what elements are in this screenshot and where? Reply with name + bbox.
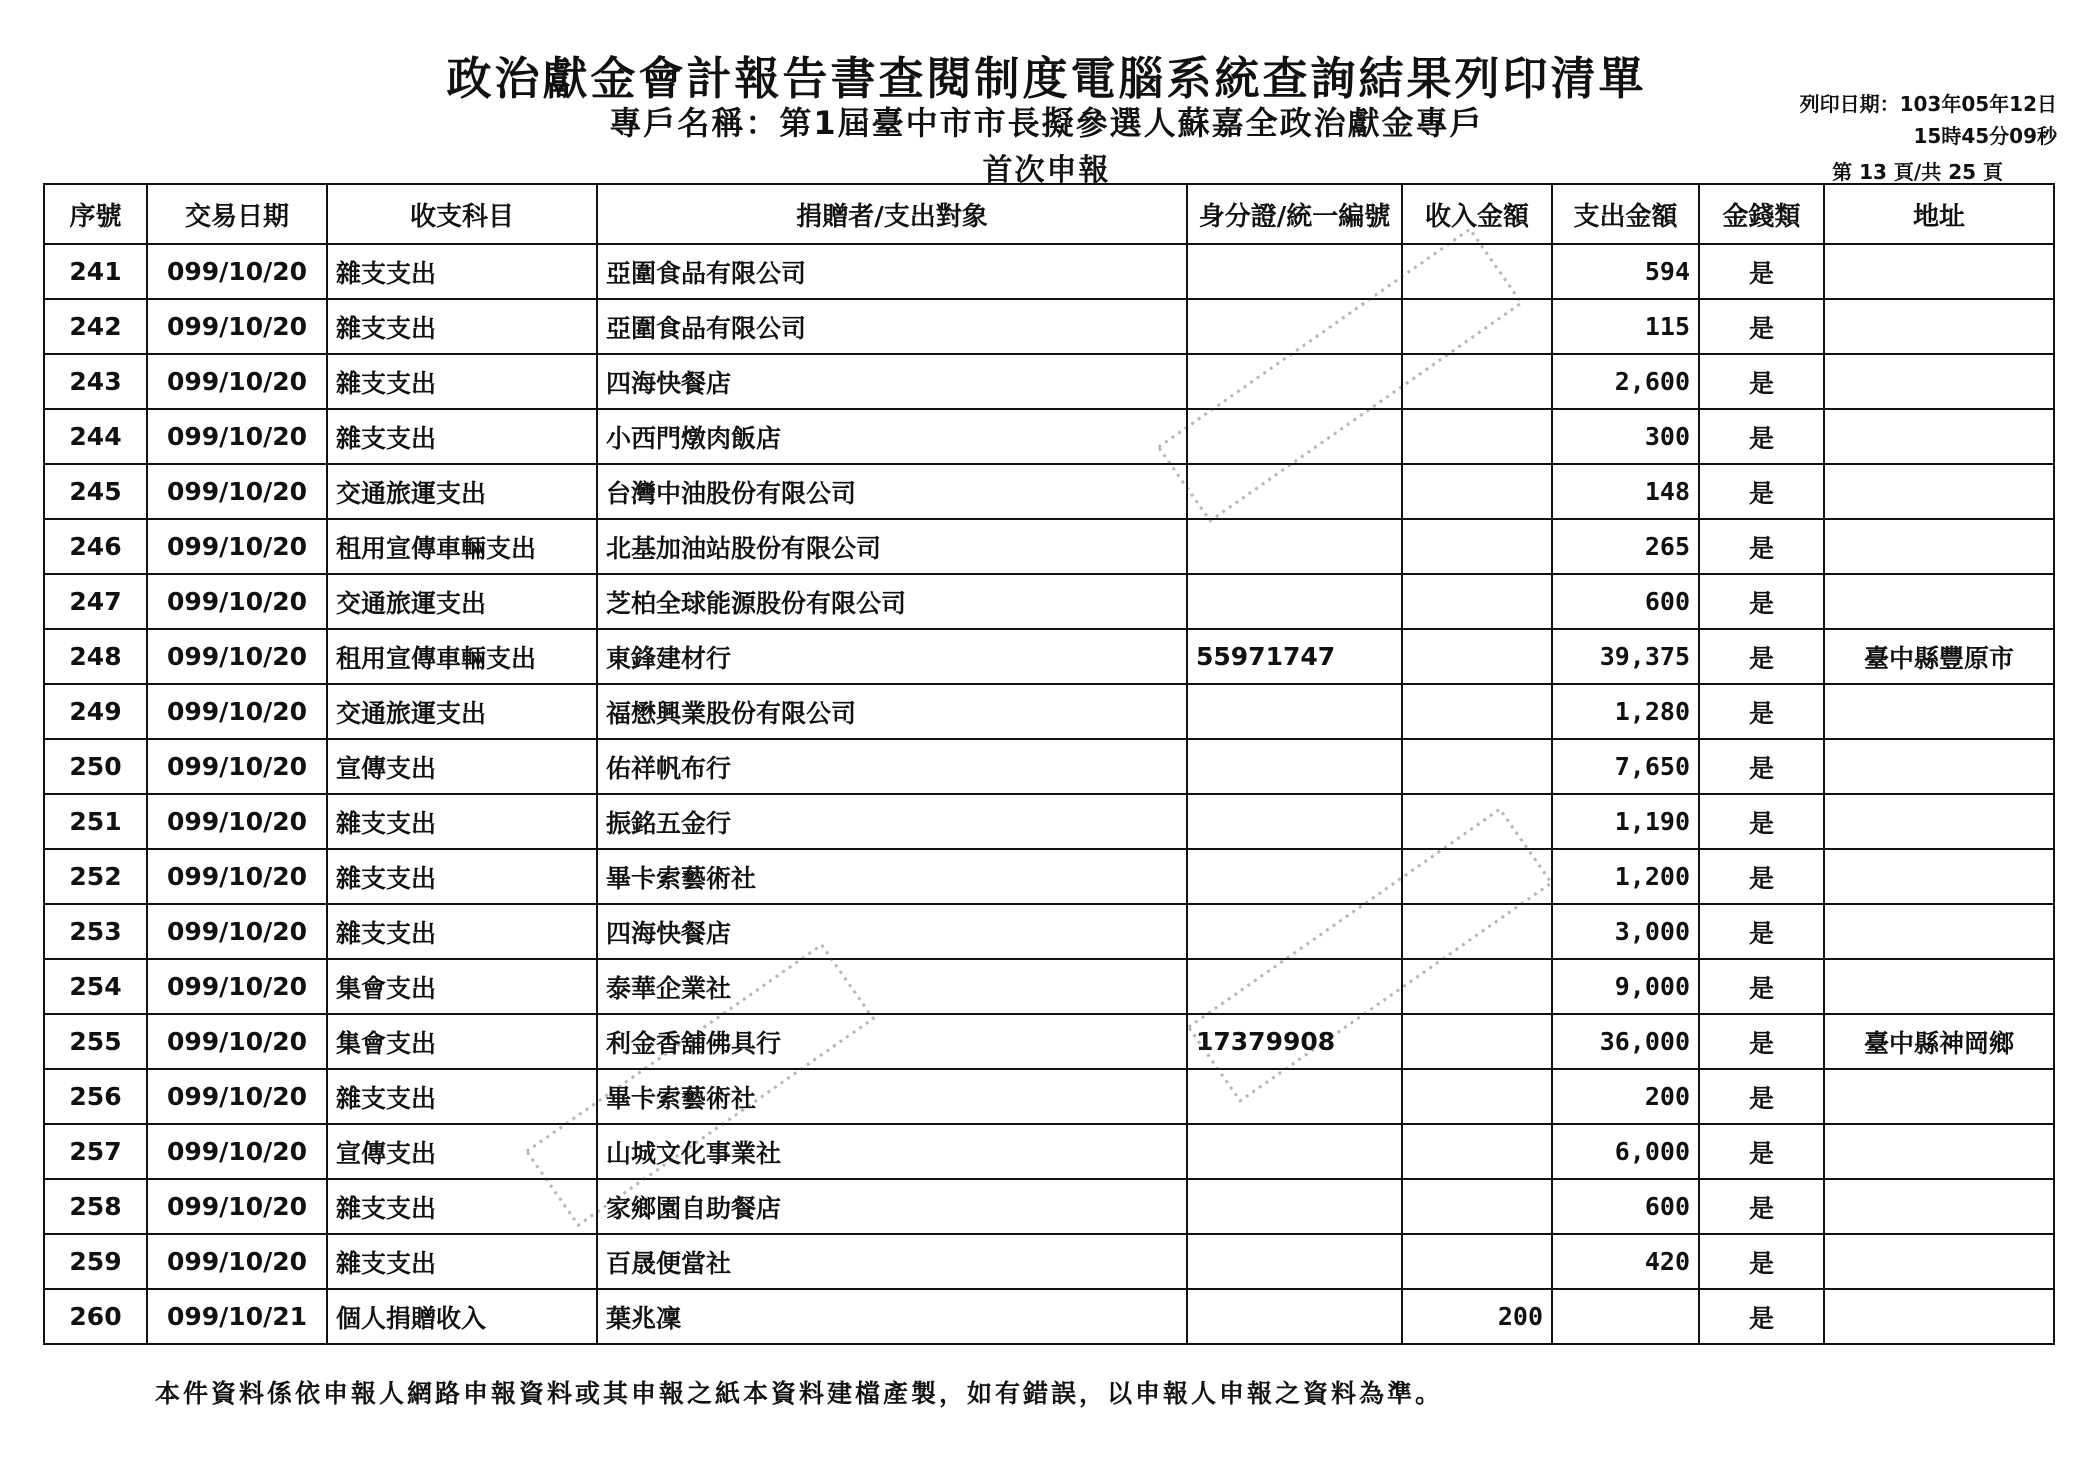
row-expense: 3,000 <box>1552 904 1699 959</box>
row-income: 200 <box>1402 1289 1552 1344</box>
row-cash-flag: 是 <box>1699 409 1824 464</box>
print-date-line2: 15時45分09秒 <box>1913 124 2057 148</box>
row-cash-flag: 是 <box>1699 739 1824 794</box>
row-address <box>1824 1124 2054 1179</box>
row-date: 099/10/20 <box>147 794 327 849</box>
row-expense: 265 <box>1552 519 1699 574</box>
row-category: 雜支支出 <box>327 354 597 409</box>
row-address <box>1824 959 2054 1014</box>
table-header-row <box>44 184 2054 244</box>
row-income <box>1402 299 1552 354</box>
row-payee: 東鋒建材行 <box>597 629 1187 684</box>
row-income <box>1402 849 1552 904</box>
column-header: 金錢類 <box>1699 184 1824 244</box>
row-income <box>1402 1234 1552 1289</box>
row-seq: 259 <box>44 1234 147 1289</box>
row-seq: 255 <box>44 1014 147 1069</box>
ledger-body <box>44 244 2054 1344</box>
row-category: 雜支支出 <box>327 244 597 299</box>
row-income <box>1402 1069 1552 1124</box>
row-payee: 芝柏全球能源股份有限公司 <box>597 574 1187 629</box>
row-cash-flag: 是 <box>1699 904 1824 959</box>
row-id <box>1187 1179 1402 1234</box>
report-type: 首次申報 <box>982 153 1111 188</box>
footer-note: 本件資料係依申報人網路申報資料或其申報之紙本資料建檔產製，如有錯誤，以申報人申報之資料為準。 <box>155 1379 1444 1408</box>
row-payee: 泰華企業社 <box>597 959 1187 1014</box>
row-id: 17379908 <box>1187 1014 1402 1069</box>
row-income <box>1402 904 1552 959</box>
row-expense: 1,200 <box>1552 849 1699 904</box>
row-income <box>1402 739 1552 794</box>
column-header: 捐贈者/支出對象 <box>597 184 1187 244</box>
row-seq: 260 <box>44 1289 147 1344</box>
row-income <box>1402 354 1552 409</box>
row-expense: 36,000 <box>1552 1014 1699 1069</box>
column-header: 地址 <box>1824 184 2054 244</box>
row-address <box>1824 299 2054 354</box>
row-income <box>1402 244 1552 299</box>
column-header: 收入金額 <box>1402 184 1552 244</box>
row-income <box>1402 1124 1552 1179</box>
row-cash-flag: 是 <box>1699 299 1824 354</box>
row-address <box>1824 574 2054 629</box>
table-row <box>44 574 2054 629</box>
table-row <box>44 904 2054 959</box>
row-date: 099/10/20 <box>147 739 327 794</box>
row-address <box>1824 904 2054 959</box>
row-expense: 1,190 <box>1552 794 1699 849</box>
row-cash-flag: 是 <box>1699 244 1824 299</box>
row-seq: 242 <box>44 299 147 354</box>
row-category: 交通旅運支出 <box>327 684 597 739</box>
row-date: 099/10/20 <box>147 684 327 739</box>
row-address: 臺中縣神岡鄉 <box>1824 1014 2054 1069</box>
table-row <box>44 959 2054 1014</box>
row-date: 099/10/20 <box>147 1234 327 1289</box>
row-address <box>1824 794 2054 849</box>
row-seq: 249 <box>44 684 147 739</box>
row-cash-flag: 是 <box>1699 464 1824 519</box>
row-payee: 利金香舖佛具行 <box>597 1014 1187 1069</box>
table-row <box>44 354 2054 409</box>
row-category: 雜支支出 <box>327 904 597 959</box>
row-payee: 畢卡索藝術社 <box>597 1069 1187 1124</box>
row-category: 雜支支出 <box>327 794 597 849</box>
row-expense: 1,280 <box>1552 684 1699 739</box>
row-cash-flag: 是 <box>1699 849 1824 904</box>
table-row <box>44 409 2054 464</box>
row-seq: 252 <box>44 849 147 904</box>
print-date-line1: 列印日期：103年05年12日 <box>1799 92 2057 116</box>
row-payee: 百晟便當社 <box>597 1234 1187 1289</box>
row-id <box>1187 299 1402 354</box>
row-cash-flag: 是 <box>1699 354 1824 409</box>
row-category: 集會支出 <box>327 1014 597 1069</box>
row-payee: 畢卡索藝術社 <box>597 849 1187 904</box>
row-date: 099/10/20 <box>147 1124 327 1179</box>
row-seq: 258 <box>44 1179 147 1234</box>
row-expense: 9,000 <box>1552 959 1699 1014</box>
row-date: 099/10/20 <box>147 1014 327 1069</box>
row-payee: 四海快餐店 <box>597 904 1187 959</box>
row-cash-flag: 是 <box>1699 1289 1824 1344</box>
row-category: 租用宣傳車輛支出 <box>327 629 597 684</box>
row-category: 集會支出 <box>327 959 597 1014</box>
row-date: 099/10/20 <box>147 574 327 629</box>
row-cash-flag: 是 <box>1699 629 1824 684</box>
row-address <box>1824 244 2054 299</box>
page-info: 第 13 頁/共 25 頁 <box>1832 160 2003 184</box>
row-address: 臺中縣豐原市 <box>1824 629 2054 684</box>
row-category: 雜支支出 <box>327 409 597 464</box>
row-seq: 246 <box>44 519 147 574</box>
row-date: 099/10/20 <box>147 849 327 904</box>
row-category: 雜支支出 <box>327 1179 597 1234</box>
row-income <box>1402 629 1552 684</box>
row-address <box>1824 464 2054 519</box>
row-expense <box>1552 1289 1699 1344</box>
row-payee: 家鄉園自助餐店 <box>597 1179 1187 1234</box>
row-id <box>1187 409 1402 464</box>
account-name: 專戶名稱：第1屆臺中市市長擬參選人蘇嘉全政治獻金專戶 <box>609 104 1484 142</box>
row-income <box>1402 1014 1552 1069</box>
row-id <box>1187 244 1402 299</box>
row-date: 099/10/21 <box>147 1289 327 1344</box>
row-category: 宣傳支出 <box>327 1124 597 1179</box>
column-header: 序號 <box>44 184 147 244</box>
row-date: 099/10/20 <box>147 409 327 464</box>
row-expense: 600 <box>1552 1179 1699 1234</box>
column-header: 支出金額 <box>1552 184 1699 244</box>
row-address <box>1824 519 2054 574</box>
column-header: 收支科目 <box>327 184 597 244</box>
row-income <box>1402 684 1552 739</box>
row-expense: 148 <box>1552 464 1699 519</box>
row-seq: 247 <box>44 574 147 629</box>
row-payee: 小西門燉肉飯店 <box>597 409 1187 464</box>
row-income <box>1402 409 1552 464</box>
row-seq: 256 <box>44 1069 147 1124</box>
row-seq: 245 <box>44 464 147 519</box>
row-expense: 594 <box>1552 244 1699 299</box>
row-cash-flag: 是 <box>1699 1179 1824 1234</box>
row-payee: 山城文化事業社 <box>597 1124 1187 1179</box>
column-header: 交易日期 <box>147 184 327 244</box>
document-title: 政治獻金會計報告書查閱制度電腦系統查詢結果列印清單 <box>446 52 1647 105</box>
row-date: 099/10/20 <box>147 354 327 409</box>
table-row <box>44 1124 2054 1179</box>
row-category: 雜支支出 <box>327 1069 597 1124</box>
row-category: 租用宣傳車輛支出 <box>327 519 597 574</box>
row-category: 交通旅運支出 <box>327 464 597 519</box>
row-id <box>1187 684 1402 739</box>
table-row <box>44 1014 2054 1069</box>
row-payee: 亞圍食品有限公司 <box>597 299 1187 354</box>
row-cash-flag: 是 <box>1699 684 1824 739</box>
row-payee: 四海快餐店 <box>597 354 1187 409</box>
row-income <box>1402 1179 1552 1234</box>
table-row <box>44 1234 2054 1289</box>
row-seq: 248 <box>44 629 147 684</box>
row-seq: 254 <box>44 959 147 1014</box>
row-payee: 振銘五金行 <box>597 794 1187 849</box>
row-address <box>1824 849 2054 904</box>
row-cash-flag: 是 <box>1699 1069 1824 1124</box>
row-category: 雜支支出 <box>327 299 597 354</box>
row-expense: 2,600 <box>1552 354 1699 409</box>
table-row <box>44 299 2054 354</box>
row-expense: 115 <box>1552 299 1699 354</box>
row-date: 099/10/20 <box>147 244 327 299</box>
row-income <box>1402 574 1552 629</box>
ledger-table <box>43 183 2055 1345</box>
row-id <box>1187 354 1402 409</box>
row-id <box>1187 959 1402 1014</box>
table-row <box>44 1179 2054 1234</box>
row-seq: 243 <box>44 354 147 409</box>
row-id <box>1187 1234 1402 1289</box>
row-seq: 253 <box>44 904 147 959</box>
row-income <box>1402 794 1552 849</box>
row-cash-flag: 是 <box>1699 1014 1824 1069</box>
row-cash-flag: 是 <box>1699 574 1824 629</box>
row-expense: 300 <box>1552 409 1699 464</box>
row-id <box>1187 1289 1402 1344</box>
row-id <box>1187 794 1402 849</box>
table-row <box>44 629 2054 684</box>
table-row <box>44 794 2054 849</box>
row-id <box>1187 574 1402 629</box>
row-date: 099/10/20 <box>147 1179 327 1234</box>
row-expense: 200 <box>1552 1069 1699 1124</box>
row-date: 099/10/20 <box>147 464 327 519</box>
row-address <box>1824 1069 2054 1124</box>
row-id <box>1187 849 1402 904</box>
row-expense: 420 <box>1552 1234 1699 1289</box>
row-category: 交通旅運支出 <box>327 574 597 629</box>
row-address <box>1824 409 2054 464</box>
table-row <box>44 849 2054 904</box>
row-cash-flag: 是 <box>1699 519 1824 574</box>
row-address <box>1824 1179 2054 1234</box>
row-id: 55971747 <box>1187 629 1402 684</box>
row-payee: 北基加油站股份有限公司 <box>597 519 1187 574</box>
row-expense: 7,650 <box>1552 739 1699 794</box>
row-payee: 福懋興業股份有限公司 <box>597 684 1187 739</box>
row-date: 099/10/20 <box>147 904 327 959</box>
row-cash-flag: 是 <box>1699 1124 1824 1179</box>
row-id <box>1187 519 1402 574</box>
row-payee: 葉兆凜 <box>597 1289 1187 1344</box>
row-date: 099/10/20 <box>147 519 327 574</box>
row-seq: 257 <box>44 1124 147 1179</box>
row-category: 雜支支出 <box>327 1234 597 1289</box>
row-cash-flag: 是 <box>1699 959 1824 1014</box>
table-row <box>44 244 2054 299</box>
row-address <box>1824 354 2054 409</box>
row-income <box>1402 464 1552 519</box>
row-id <box>1187 1069 1402 1124</box>
row-address <box>1824 684 2054 739</box>
row-cash-flag: 是 <box>1699 794 1824 849</box>
row-income <box>1402 519 1552 574</box>
row-category: 雜支支出 <box>327 849 597 904</box>
table-row <box>44 684 2054 739</box>
row-id <box>1187 464 1402 519</box>
row-seq: 250 <box>44 739 147 794</box>
row-date: 099/10/20 <box>147 959 327 1014</box>
table-row <box>44 464 2054 519</box>
row-id <box>1187 1124 1402 1179</box>
row-expense: 39,375 <box>1552 629 1699 684</box>
row-id <box>1187 904 1402 959</box>
row-address <box>1824 1289 2054 1344</box>
row-date: 099/10/20 <box>147 299 327 354</box>
row-date: 099/10/20 <box>147 1069 327 1124</box>
row-address <box>1824 739 2054 794</box>
row-seq: 251 <box>44 794 147 849</box>
row-income <box>1402 959 1552 1014</box>
row-payee: 亞圍食品有限公司 <box>597 244 1187 299</box>
row-category: 宣傳支出 <box>327 739 597 794</box>
column-header: 身分證/統一編號 <box>1187 184 1402 244</box>
row-payee: 佑祥帆布行 <box>597 739 1187 794</box>
row-id <box>1187 739 1402 794</box>
row-expense: 6,000 <box>1552 1124 1699 1179</box>
print-date <box>1800 88 2057 152</box>
table-row <box>44 1069 2054 1124</box>
row-cash-flag: 是 <box>1699 1234 1824 1289</box>
row-seq: 244 <box>44 409 147 464</box>
table-row <box>44 519 2054 574</box>
row-expense: 600 <box>1552 574 1699 629</box>
row-date: 099/10/20 <box>147 629 327 684</box>
row-payee: 台灣中油股份有限公司 <box>597 464 1187 519</box>
row-address <box>1824 1234 2054 1289</box>
table-row <box>44 1289 2054 1344</box>
row-seq: 241 <box>44 244 147 299</box>
row-category: 個人捐贈收入 <box>327 1289 597 1344</box>
table-row <box>44 739 2054 794</box>
